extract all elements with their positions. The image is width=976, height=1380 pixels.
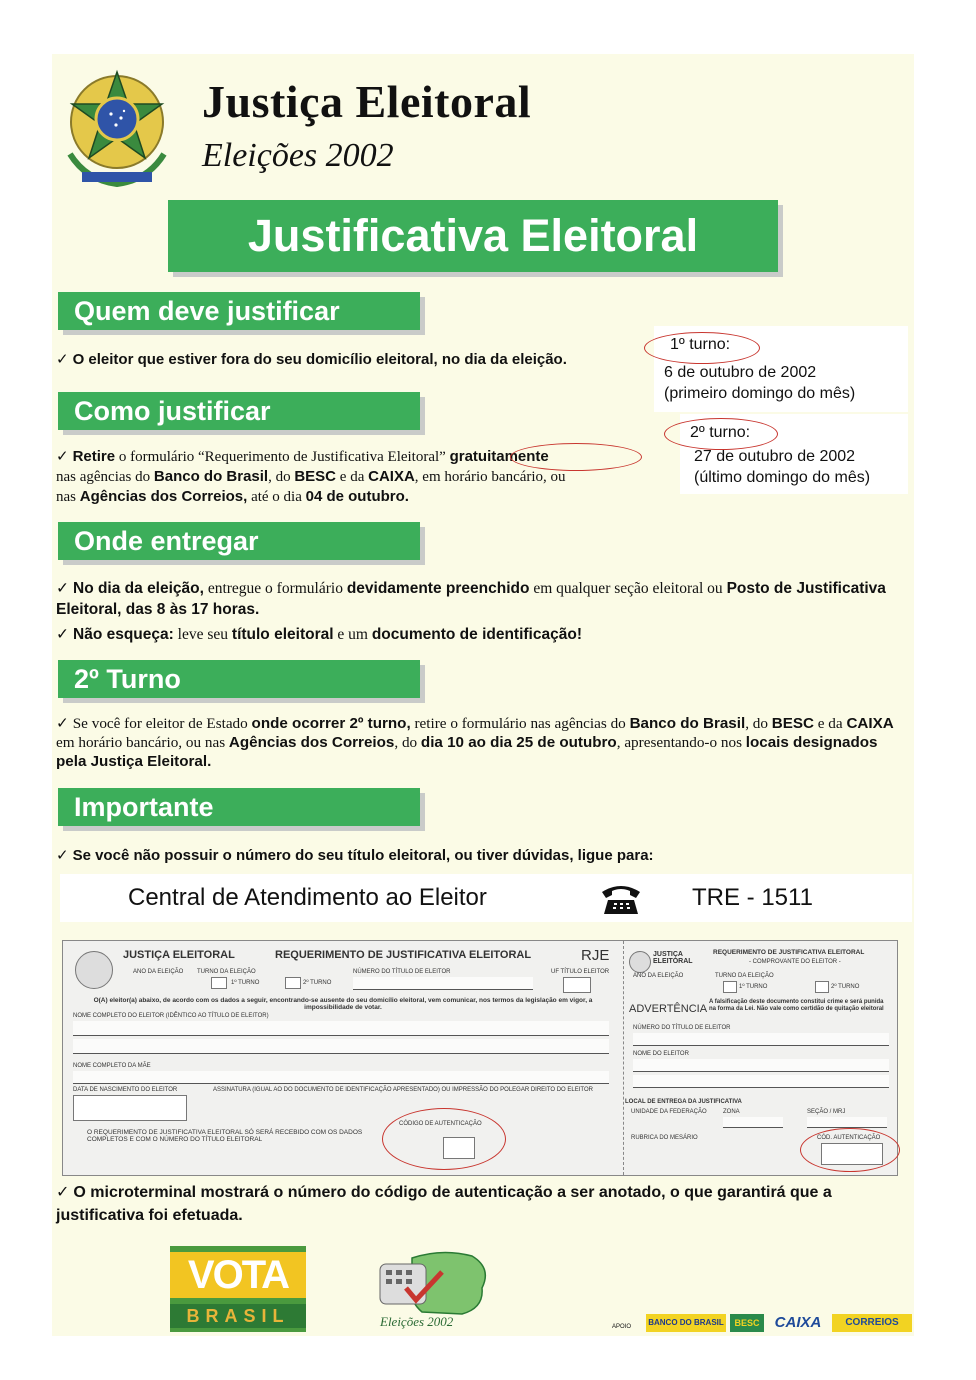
form-advertencia: ADVERTÊNCIA [629, 1003, 708, 1015]
form-mae-field [73, 1071, 609, 1084]
section-heading-turno2: 2º Turno [58, 660, 420, 698]
sponsor-besc: BESC [730, 1314, 764, 1332]
form-right-turno2-box [815, 981, 829, 993]
turno2-date: 27 de outubro de 2002 [694, 448, 856, 465]
form-divider [623, 941, 625, 1175]
form-right-sub: - COMPROVANTE DO ELEITOR - [749, 959, 841, 965]
sponsor-caixa: CAIXA [774, 1314, 822, 1331]
form-aviso: O REQUERIMENTO DE JUSTIFICATIVA ELEITORAL SÓ SERÁ RECEBIDO COM OS DADOS COMPLETOS E COM O NÚMERO DO TÍTULO ELEITORAL [87, 1129, 363, 1143]
central-label: Central de Atendimento ao Eleitor [128, 884, 487, 911]
form-uf-label: UF TÍTULO ELEITOR [551, 969, 610, 975]
form-rubrica-label: RUBRICA DO MESÁRIO [631, 1135, 698, 1141]
turno2-label: 2º turno: [690, 424, 751, 441]
main-banner: Justificativa Eleitoral [168, 200, 778, 272]
form-right-num-titulo-label: NÚMERO DO TÍTULO DE ELEITOR [633, 1025, 731, 1031]
sponsor-banco-brasil: BANCO DO BRASIL [646, 1314, 726, 1332]
form-declaration: O(A) eleitor(a) abaixo, de acordo com os dados a seguir, encontrando-se ausente do seu domicílio eleitoral, vem comunicar, nos termos da legislação em vigor, a impossibilidade de votar. [93, 997, 593, 1011]
form-nome-label: NOME COMPLETO DO ELEITOR (IDÊNTICO AO TÍTULO DE ELEITOR) [73, 1013, 269, 1019]
check-icon: ✓ [56, 846, 69, 864]
form-right-header: JUSTIÇA ELEITORAL [653, 951, 693, 965]
form-nome-field [73, 1021, 609, 1036]
footer-text: ✓ O microterminal mostrará o número do código de autenticação a ser anotado, o que garantirá que a justificativa foi efetuada. [56, 1182, 832, 1224]
form-right-turno2-label: 2º TURNO [831, 984, 860, 990]
turno1-label: 1º turno: [670, 336, 731, 353]
form-right-ano-label: ANO DA ELEIÇÃO [633, 973, 684, 979]
vota-brasil-logo [170, 1246, 306, 1332]
form-cod-aut-highlight [382, 1108, 506, 1170]
coat-of-arms-icon [56, 64, 178, 192]
form-num-titulo-label: NÚMERO DO TÍTULO DE ELEITOR [353, 969, 451, 975]
apoio-label: APOIO [612, 1324, 632, 1330]
section-text-quem: ✓ O eleitor que estiver fora do seu domicílio eleitoral, no dia da eleição. [56, 350, 567, 368]
form-turno1-box [211, 977, 227, 989]
form-zona-field [723, 1117, 783, 1128]
form-right-title: REQUERIMENTO DE JUSTIFICATIVA ELEITORAL [713, 949, 865, 956]
form-right-turno1-label: 1º TURNO [739, 984, 768, 990]
form-zona-label: ZONA [723, 1109, 740, 1115]
form-coat-icon [75, 951, 113, 989]
turno2-highlight [664, 418, 778, 450]
form-ano-label: ANO DA ELEIÇÃO [133, 969, 184, 975]
section-text-turno2: ✓ Se você for eleitor de Estado onde ocorrer 2º turno, retire o formulário nas agências do Banco do Brasil, do BESC e da CAIXA em horário bancário, ou nas Agências dos Correios, do dia 10 ao dia 25 de outubro, apresentando-o nos locais designados pela Justiça Eleitoral. [56, 714, 894, 770]
form-uf-box [563, 977, 591, 993]
form-right-turno1-box [723, 981, 737, 993]
section-text-onde: ✓ No dia da eleição, entregue o formulário devidamente preenchido em qualquer seção eleitoral ou Posto de Justificativa Eleitoral, das 8 às 17 horas. ✓ Não esqueça: leve seu título eleitoral e um documento de identificação! [56, 579, 886, 643]
form-mae-label: NOME COMPLETO DA MÃE [73, 1063, 151, 1069]
form-header: JUSTIÇA ELEITORAL [123, 949, 235, 961]
form-turno2-box [285, 977, 301, 989]
central-phone: TRE - 1511 [692, 884, 813, 911]
form-unidade-label: UNIDADE DA FEDERAÇÃO [631, 1109, 707, 1115]
form-secao-label: SEÇÃO / MRJ [807, 1109, 846, 1115]
page-subtitle: Eleições 2002 [202, 137, 394, 174]
form-cod-aut-label: CÓDIGO DE AUTENTICAÇÃO [399, 1121, 482, 1127]
form-right-turno-label: TURNO DA ELEIÇÃO [715, 973, 774, 979]
vota-text: VOTA [170, 1252, 306, 1298]
form-local-label: LOCAL DE ENTREGA DA JUSTIFICATIVA [625, 1099, 742, 1105]
form-right-coat-icon [629, 951, 651, 973]
eleicoes-2002-logo-icon [372, 1248, 498, 1318]
check-icon: ✓ [56, 447, 69, 465]
sponsor-correios: CORREIOS [832, 1314, 912, 1332]
section-text-importante: ✓ Se você não possuir o número do seu título eleitoral, ou tiver dúvidas, ligue para: [56, 846, 654, 864]
brasil-text: BRASIL [170, 1304, 306, 1328]
turno1-note: (primeiro domingo do mês) [664, 385, 856, 402]
turno1-date: 6 de outubro de 2002 [664, 364, 817, 381]
form-num-titulo-field [353, 977, 533, 990]
form-turno1-label: 1º TURNO [231, 980, 260, 986]
check-icon: ✓ [56, 714, 69, 732]
check-icon: ✓ [56, 350, 69, 368]
eleicoes-2002-logo-text: Eleições 2002 [380, 1314, 454, 1329]
page-title: Justiça Eleitoral [202, 76, 532, 127]
check-icon: ✓ [56, 625, 69, 643]
form-nome-field-2 [73, 1039, 609, 1054]
form-code: RJE [581, 947, 610, 964]
check-icon: ✓ [56, 1182, 70, 1201]
section-heading-quem: Quem deve justificar [58, 292, 420, 330]
turno1-highlight [644, 332, 760, 364]
form-right-nome-label: NOME DO ELEITOR [633, 1051, 689, 1057]
form-right-nome-field [633, 1059, 889, 1072]
form-secao-field [807, 1117, 887, 1128]
form-right-cod-aut-label: CÓD. AUTENTICAÇÃO [817, 1135, 881, 1141]
form-nascimento-label: DATA DE NASCIMENTO DO ELEITOR [73, 1087, 178, 1093]
section-heading-importante: Importante [58, 788, 420, 826]
form-turno2-label: 2º TURNO [303, 980, 332, 986]
form-assinatura-label: ASSINATURA (IGUAL AO DO DOCUMENTO DE IDENTIFICAÇÃO APRESENTADO) OU IMPRESSÃO DO POLEGAR DIREITO DO ELEITOR [213, 1087, 593, 1093]
form-title: REQUERIMENTO DE JUSTIFICATIVA ELEITORAL [275, 949, 532, 961]
form-right-num-titulo-field [633, 1033, 889, 1046]
check-icon: ✓ [56, 579, 69, 597]
form-nascimento-box [73, 1095, 187, 1121]
form-right-cod-aut-highlight [800, 1128, 900, 1172]
section-text-como: ✓ Retire o formulário “Requerimento de Justificativa Eleitoral” gratuitamente nas agências do Banco do Brasil, do BESC e da CAIXA, em horário bancário, ou nas Agências dos Correios, até o dia 04 de outubro. [56, 447, 566, 505]
telephone-icon [598, 880, 644, 916]
form-turno-label: TURNO DA ELEIÇÃO [197, 969, 256, 975]
section-heading-onde: Onde entregar [58, 522, 420, 560]
form-right-nome-field-2 [633, 1075, 889, 1088]
form-advertencia-text: A falsificação deste documento constitui crime e será punida na forma da Lei. Não vale como certidão de quitação eleitoral [709, 999, 884, 1012]
section-heading-como: Como justificar [58, 392, 420, 430]
gratuitamente-highlight [510, 443, 642, 471]
turno2-note: (último domingo do mês) [694, 469, 871, 486]
